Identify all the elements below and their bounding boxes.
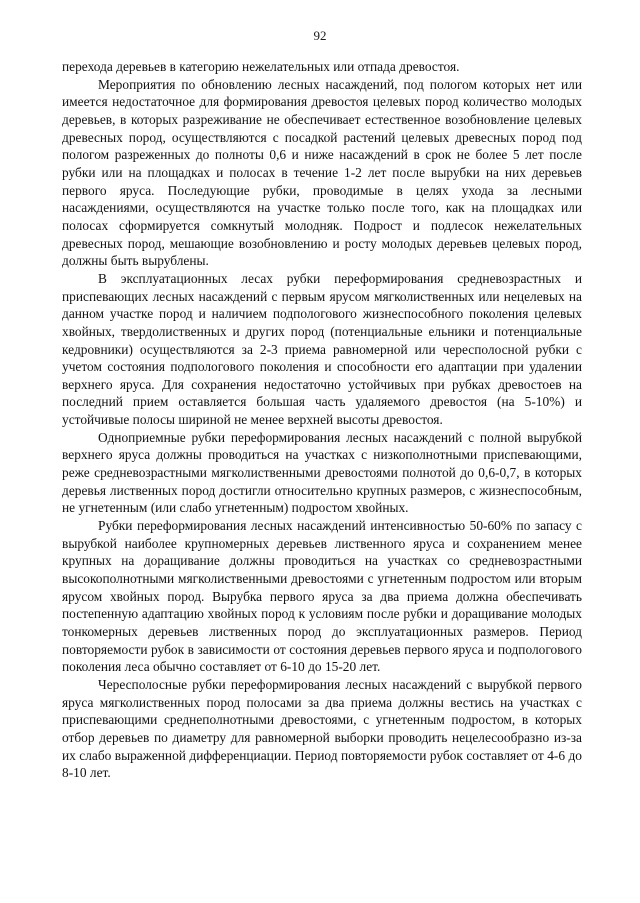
paragraph: Мероприятия по обновлению лесных насаждений, под пологом которых нет или имеется недостаточное для формирования древостоя целевых пород количество молодых деревьев, в которых разреживание не обеспечивает естественное возобновление целевых древесных пород, осуществляются с посадкой растений целевых древесных пород под пологом разреженных до полноты 0,6 и ниже насаждений в срок не более 5 лет после рубки или на площадках и полосах в течение 1-2 лет после вырубки на них деревьев первого яруса. Последующие рубки, проводимые в целях ухода за лесными насаждениями, осуществляются на участке только после того, как на площадках или полосах сформируется сомкнутый молодняк. Подрост и подлесок нежелательных древесных пород, мешающие возобновлению и росту молодых деревьев целевых пород, должны быть вырублены. [62,76,582,269]
paragraph: Рубки переформирования лесных насаждений интенсивностью 50-60% по запасу с вырубкой наиболее крупномерных деревьев лиственного яруса и сохранением менее крупных на доращивание должны проводиться на участках со средневозрастными высокополнотными мягколиственными древостоями с угнетенным подростом или вторым ярусом хвойных пород. Вырубка первого яруса за два приема должна обеспечивать постепенную адаптацию хвойных пород к условиям после рубки и доращивание молодых тонкомерных деревьев лиственных пород до эксплуатационных размеров. Период повторяемости рубок в зависимости от состояния деревьев первого яруса и подпологового поколения леса обычно составляет от 6-10 до 15-20 лет. [62,518,582,675]
body-text [62,58,582,782]
paragraph: Одноприемные рубки переформирования лесных насаждений с полной вырубкой верхнего яруса должны проводиться на участках с низкополнотными приспевающими, реже средневозрастными мягколиственными древостоями полнотой до 0,6-0,7, в которых деревья лиственных пород достигли относительно крупных размеров, с жизнеспособным, не угнетенным (или слабо угнетенным) подростом хвойных. [62,429,582,516]
paragraph: Чересполосные рубки переформирования лесных насаждений с вырубкой первого яруса мягколиственных пород полосами за два приема должны вестись на участках с приспевающими среднеполнотными древостоями, с угнетенным подростом, в которых отбор деревьев по диаметру для равномерной выборки проводить нецелесообразно из-за их слабо выраженной дифференциации. Период повторяемости рубок составляет от 4-6 до 8-10 лет. [62,676,582,781]
paragraph-continuation: перехода деревьев в категорию нежелательных или отпада древостоя. [62,59,460,74]
paragraph: В эксплуатационных лесах рубки переформирования средневозрастных и приспевающих лесных насаждений с первым ярусом мягколиственных или нецелевых на данном участке пород и наличием подпологового жизнеспособного поколения целевых хвойных, твердолиственных и других пород (потенциальные ельники и потенциальные кедровники) осуществляются за 2-3 приема равномерной или чересполосной рубки с учетом состояния подпологового поколения и способности его адаптации при удалении верхнего яруса. Для сохранения недостаточно устойчивых при рубках древостоев на последний прием оставляется большая часть удаляемого древостоя (на 5-10%) и устойчивые полосы шириной не менее верхней высоты древостоя. [62,270,582,428]
page-number: 92 [313,28,327,43]
